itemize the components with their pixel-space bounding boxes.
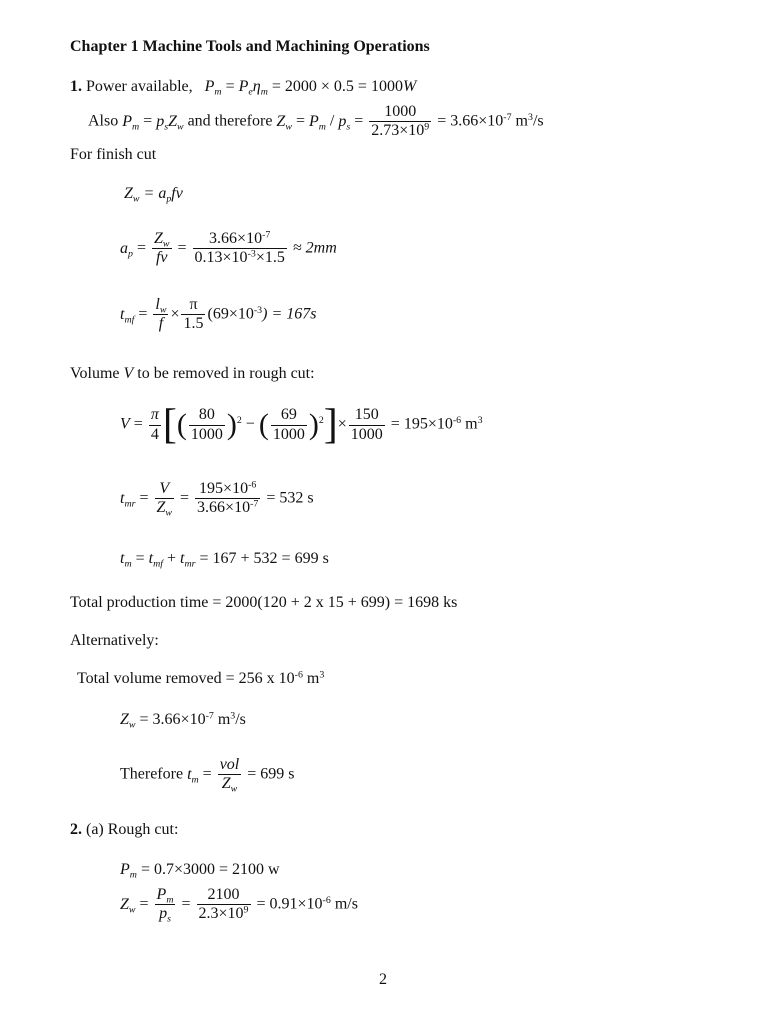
- question-number-1: 1.: [70, 78, 82, 95]
- tm-sum-equation: $t_m = t_{mf} + t_{mr} = 167 + 532 = 699$ s: [120, 550, 329, 570]
- q2-heading: 2. (a) Rough cut:: [70, 821, 179, 838]
- q1-zw-line: Also $P_m = p_sZ_w$ and therefore $Z_w = P_m / p_s$ = $\frac{1000}{2.73\times 10^9}$ = $3.66\times 10^{-7}$ $m^3/s$: [88, 103, 544, 140]
- alternatively-label: Alternatively:: [70, 632, 159, 649]
- power-label: Power available,: [86, 78, 193, 95]
- volume-label: Volume V to be removed in rough cut:: [70, 365, 315, 382]
- zw-value-line: $Z_w = 3.66\times 10^{-7}$ $m^3/s$: [120, 710, 246, 731]
- q2-pm-line: $P_m = 0.7\times 3000 = 2100$ w: [120, 861, 280, 881]
- tmr-equation: $t_{mr}$ = $\frac{V}{Z_w}$ = $\frac{195\times 10^{-6}}{3.66\times 10^{-7}}$ = 532 s: [120, 479, 314, 519]
- also-text: Also: [88, 112, 119, 130]
- ap-equation: $a_p$ = $\frac{Z_w}{fv}$ = $\frac{3.66\times 10^{-7}}{0.13\times 10^{-3}\times 1.5}$ ≈ 2mm: [120, 229, 337, 267]
- volume-equation: V = $\frac{\pi}{4}$ [( $\frac{80}{1000}$ )$^2$ − ( $\frac{69}{1000}$ )$^2$]× $\frac{150}{1000}$ = $195\times 10^{-6}$ $m^3$: [120, 402, 483, 448]
- q2-zw-equation: $Z_w$ = $\frac{P_m}{p_s}$ = $\frac{2100}{2.3\times 10^9}$ = $0.91\times 10^{-6}$ m/s: [120, 886, 358, 925]
- zw-definition: $Z_w = a_pfv$: [124, 185, 183, 205]
- finish-cut-label: For finish cut: [70, 146, 157, 163]
- and-therefore-text: and therefore: [187, 112, 273, 130]
- total-production-time: Total production time = 2000(120 + 2 x 15 + 699) = 1698 ks: [70, 594, 458, 611]
- q1-power-line: 1. Power available, $P_m = P_e\eta_m = 2000 \times 0.5 = 1000W$: [70, 78, 417, 98]
- total-volume-line: Total volume removed = 256 x $10^{-6}$ $m^3$: [77, 669, 325, 687]
- question-number-2: 2.: [70, 821, 82, 838]
- page-number: 2: [379, 971, 387, 988]
- therefore-tm-line: Therefore $t_m$ = $\frac{\text{vol}}{Z_w}$ = 699 s: [120, 756, 295, 795]
- tmf-equation: $t_{mf}$ = $\frac{l_w}{f}$ × $\frac{\pi}{1.5}$ $(69\times 10^{-3}) = 167s$: [120, 296, 317, 333]
- zw-fraction: $\frac{1000}{2.73\times 10^9}$: [371, 103, 430, 140]
- chapter-title: Chapter 1 Machine Tools and Machining Operations: [70, 38, 430, 55]
